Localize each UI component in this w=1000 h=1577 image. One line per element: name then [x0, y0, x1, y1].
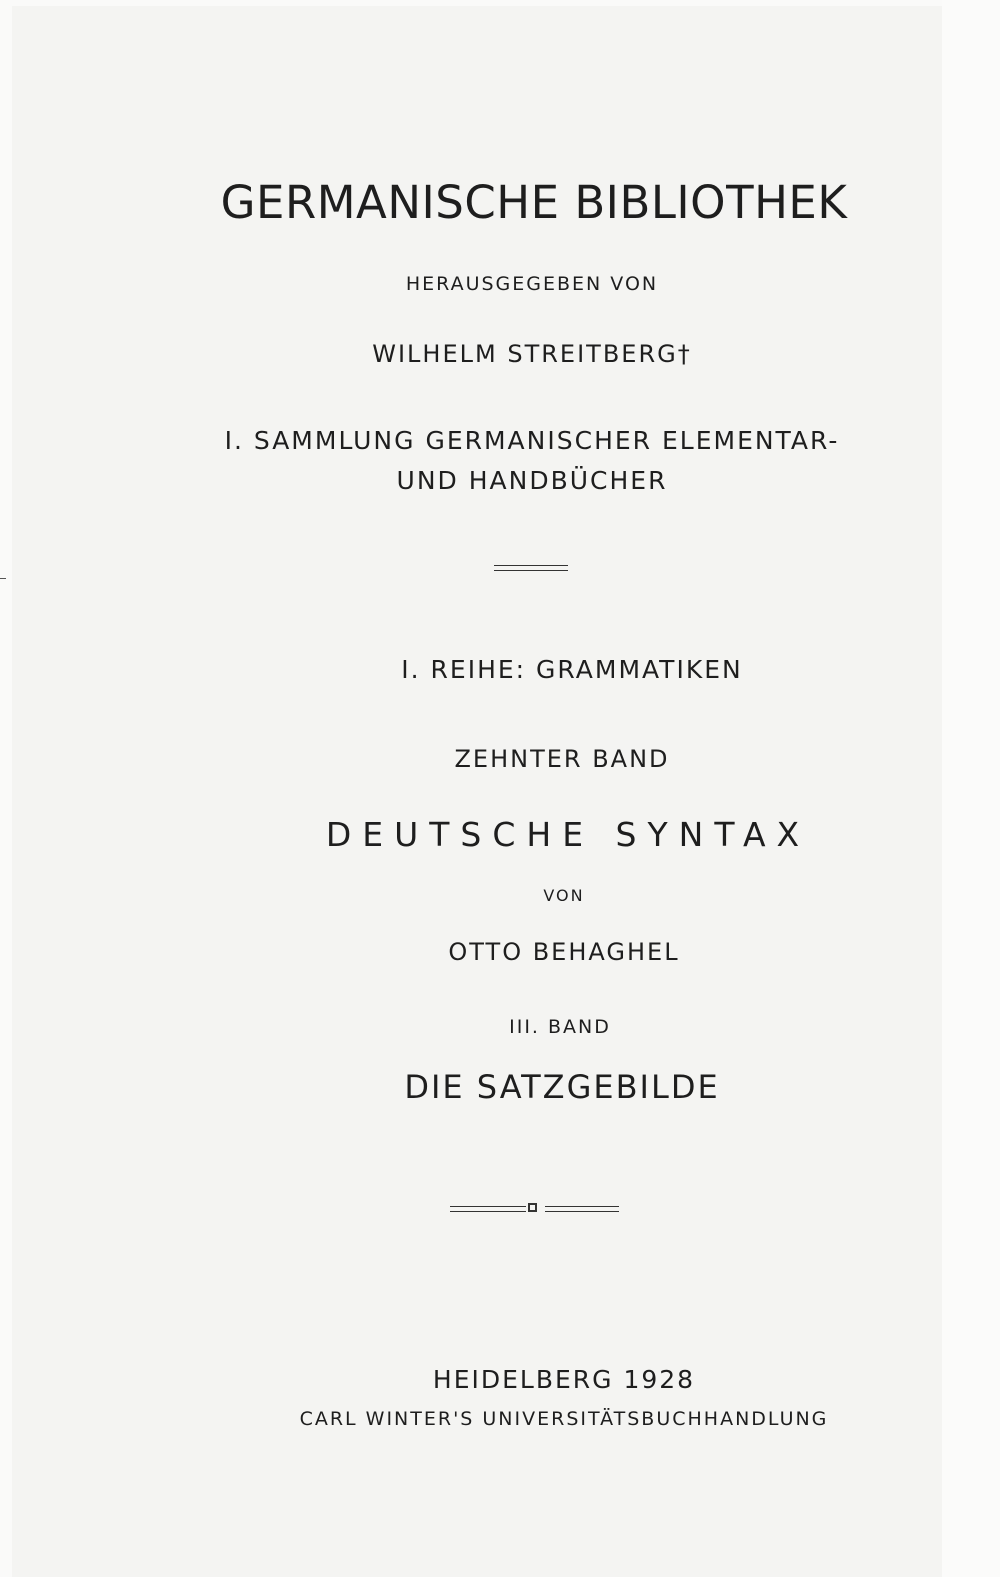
volume-label: III. BAND: [509, 1016, 611, 1038]
margin-mark: [0, 578, 6, 579]
author-name: OTTO BEHAGHEL: [448, 938, 680, 966]
ornament-rule-right-top: [545, 1206, 619, 1207]
paper-edge-top: [0, 0, 1000, 6]
collection-title-line-2: UND HANDBÜCHER: [396, 466, 668, 495]
series-title: GERMANISCHE BIBLIOTHEK: [220, 176, 848, 229]
ornament-rule-left-bottom: [450, 1211, 526, 1212]
collection-title-line-1: I. SAMMLUNG GERMANISCHER ELEMENTAR-: [224, 426, 840, 455]
double-rule-bottom: [494, 570, 568, 571]
double-rule-top: [494, 565, 568, 566]
place-and-year: HEIDELBERG 1928: [432, 1365, 696, 1394]
editor-name: WILHELM STREITBERG†: [372, 340, 692, 368]
paper-edge-left: [0, 0, 12, 1577]
ornament-square-icon: [528, 1203, 537, 1212]
band-number: ZEHNTER BAND: [454, 745, 670, 773]
by-label: VON: [543, 886, 585, 905]
publisher-name: CARL WINTER'S UNIVERSITÄTSBUCHHANDLUNG: [299, 1408, 829, 1430]
edited-by-label: HERAUSGEGEBEN VON: [405, 273, 659, 295]
ornament-rule-right-bottom: [545, 1211, 619, 1212]
book-title: DEUTSCHE SYNTAX: [325, 815, 811, 854]
paper-edge-right: [942, 0, 1000, 1577]
ornament-rule-left-top: [450, 1206, 526, 1207]
series-row: I. REIHE: GRAMMATIKEN: [401, 655, 743, 684]
book-subtitle: DIE SATZGEBILDE: [404, 1068, 720, 1106]
